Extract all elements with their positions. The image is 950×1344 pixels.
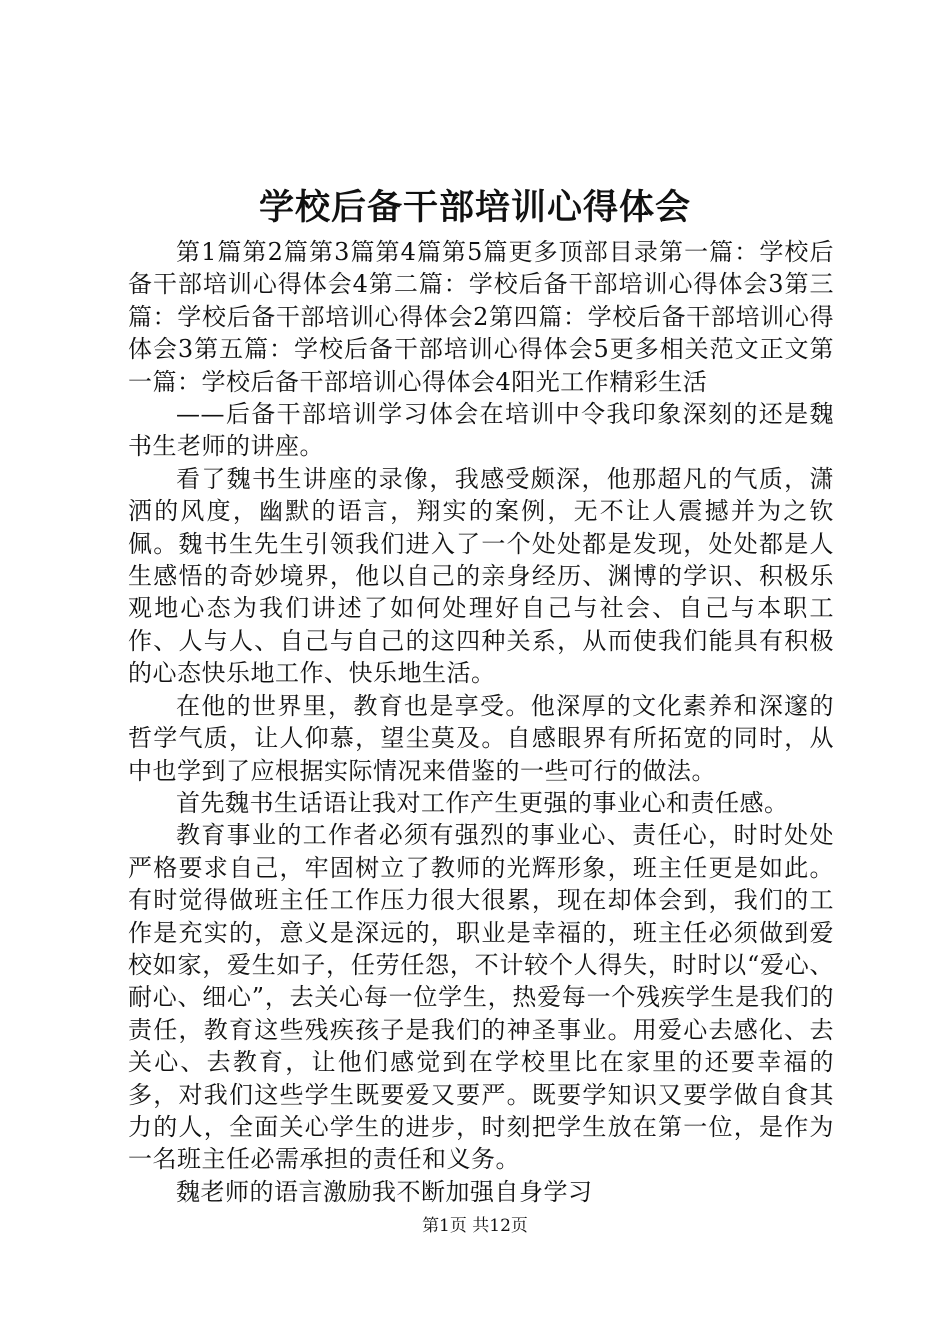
paragraph: 首先魏书生话语让我对工作产生更强的事业心和责任感。 <box>176 788 789 817</box>
paragraph: 在他的世界里，教育也是享受。他深厚的文化素养和深邃的哲学气质，让人仰慕，望尘莫及。自感眼界有所拓宽的同时，从中也学到了应根据实际情况来借鉴的一些可行的做法。 <box>128 691 834 785</box>
paragraph: 看了魏书生讲座的录像，我感受颇深，他那超凡的气质，潇洒的风度，幽默的语言，翔实的案例，无不让人震撼并为之钦佩。魏书生先生引领我们进入了一个处处都是发现，处处都是人生感悟的奇妙境界，他以自己的亲身经历、渊博的学识、积极乐观地心态为我们讲述了如何处理好自己与社会、自己与本职工作、人与人、自己与自己的这四种关系，从而使我们能具有积极的心态快乐地工作、快乐地生活。 <box>128 464 834 688</box>
paragraph: 教育事业的工作者必须有强烈的事业心、责任心，时时处处严格要求自己，牢固树立了教师的光辉形象，班主任更是如此。有时觉得做班主任工作压力很大很累，现在却体会到，我们的工作是充实的，意义是深远的，职业是幸福的，班主任必须做到爱校如家，爱生如子，任劳任怨，不计较个人得失，时时以“爱心、耐心、细心”，去关心每一位学生，热爱每一个残疾学生是我们的责任，教育这些残疾孩子是我们的神圣事业。用爱心去感化、去关心、去教育，让他们感觉到在学校里比在家里的还要幸福的多，对我们这些学生既要爱又要严。既要学知识又要学做自食其力的人，全面关心学生的进步，时刻把学生放在第一位，是作为一名班主任必需承担的责任和义务。 <box>128 821 834 1174</box>
paragraph: 魏老师的语言激励我不断加强自身学习 <box>176 1177 593 1206</box>
paragraph-toc: 第1篇第2篇第3篇第4篇第5篇更多顶部目录第一篇：学校后备干部培训心得体会4第二篇：学校后备干部培训心得体会3第三篇：学校后备干部培训心得体会2第四篇：学校后备干部培训心得体会3第五篇：学校后备干部培训心得体会5更多相关范文正文第一篇：学校后备干部培训心得体会4阳光工作精彩生活 <box>128 238 834 396</box>
document-title: 学校后备干部培训心得体会 <box>258 187 691 228</box>
paragraph-subtitle: ——后备干部培训学习体会在培训中令我印象深刻的还是魏书生老师的讲座。 <box>128 400 834 461</box>
page-number-footer: 第1页 共12页 <box>422 1216 528 1236</box>
document-body <box>128 236 834 1208</box>
